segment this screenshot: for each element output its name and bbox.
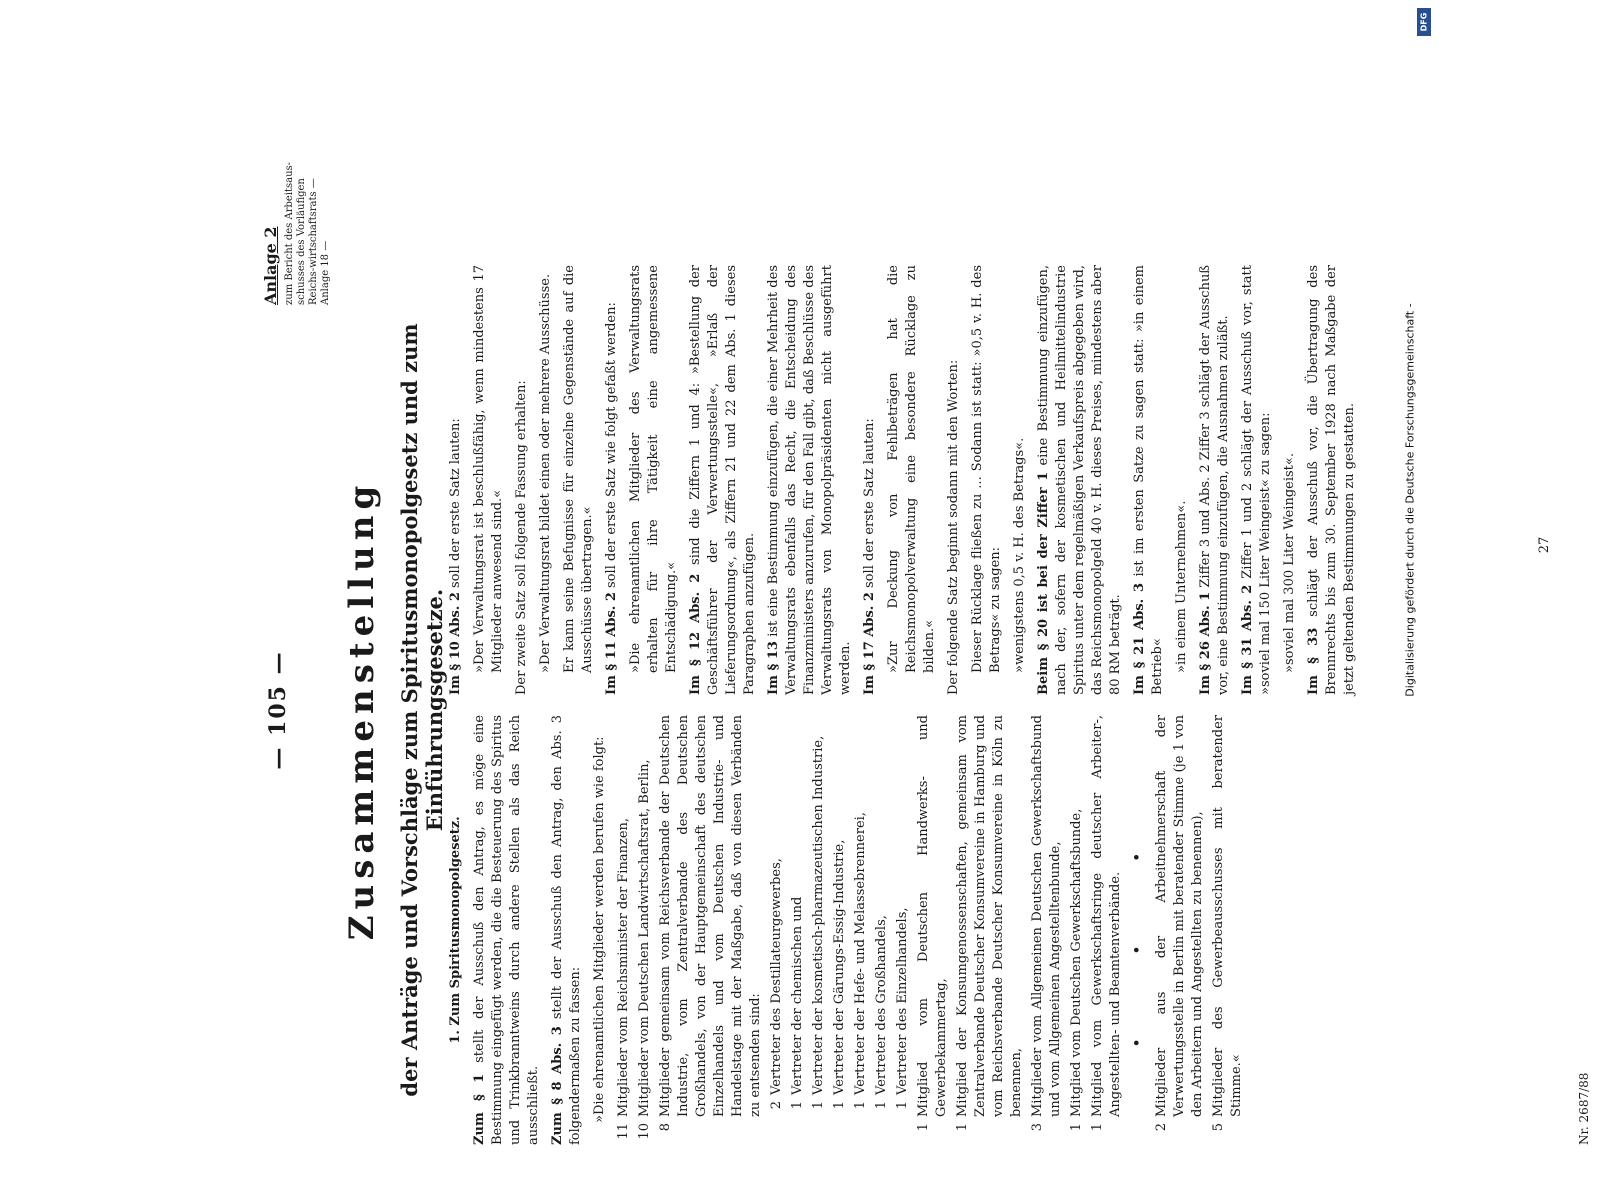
left-column <box>447 715 1249 1145</box>
quote-text: »wenigstens 0,5 v. H. des Betrags«. <box>1012 437 1027 673</box>
anlage-note <box>261 155 332 305</box>
item-text: Mitglieder vom Deutschen Landwirtschaftsrat, Berlin, <box>637 759 652 1117</box>
page-header: — 105 — <box>265 650 291 770</box>
quote-text: »Der Verwaltungsrat bildet einen oder mehrere Ausschüsse. <box>538 273 553 673</box>
paragraph-lead: Im § 11 Abs. 2 <box>604 592 619 695</box>
quote-text: »in einem Unternehmen«. <box>1174 500 1189 673</box>
item-text: Vertreter der Gärungs-Essig-Industrie, <box>832 839 847 1095</box>
paragraph-section-21 <box>1131 265 1167 695</box>
paragraph-section-20 <box>1035 265 1125 695</box>
ellipsis-dots: • • • <box>1130 813 1145 1047</box>
paragraph-lead: Im § 10 Abs. 2 <box>448 592 463 695</box>
paragraph-lead: Zum § 1 <box>472 1073 487 1145</box>
item-text: Mitglieder aus der Arbeitnehmerschaft der Verwertungsstelle in Berlin mit beratender Stimme (je 1 von den Arbeitern und Angestellten zu benennen), <box>1154 715 1205 1117</box>
list-item <box>789 715 807 1145</box>
item-count: 1 <box>811 1101 826 1110</box>
item-count: 3 <box>1030 1123 1045 1132</box>
list-item <box>915 715 951 1145</box>
dfg-logo-text: DFG <box>1419 12 1429 32</box>
funding-credit <box>1386 0 1434 1000</box>
paragraph-lead: Im § 26 Abs. 1 <box>1198 591 1213 695</box>
item-text: Mitglieder vom Allgemeinen Deutschen Gewerkschaftsbund und vom Allgemeinen Angestelltenbunde, <box>1030 715 1063 1117</box>
paragraph-section-31 <box>1239 265 1275 695</box>
paragraph-section-26 <box>1197 265 1233 695</box>
list-item <box>1153 715 1207 1145</box>
paragraph-lead: Im § 13 <box>766 641 781 695</box>
item-count: 1 <box>895 1101 910 1110</box>
list-item <box>831 715 849 1145</box>
list-item <box>1089 715 1125 1145</box>
paragraph-text: sind die Ziffern 1 und 4: »Bestellung der Geschäftsführer der Verwertungsstelle«, »Erlaß der Lieferungsordnung«, als Ziffern 21 und 22 dem Abs. 1 dieses Paragraphen anzufügen. <box>688 264 757 695</box>
list-item <box>1068 715 1086 1145</box>
paragraph-lead: Im § 33 <box>1306 627 1321 695</box>
paragraph-text: Ziffer 3 und Abs. 2 Ziffer 3 schlägt der Ausschuß vor, eine Bestimmung einzufügen, die Ausnahmen zuläßt. <box>1198 265 1231 695</box>
paragraph-section-17 <box>861 265 879 695</box>
list-item <box>873 715 891 1145</box>
list-item <box>636 715 654 1145</box>
item-text: Vertreter der chemischen und <box>790 896 805 1095</box>
paragraph-lead: Beim § 20 ist bei der Ziffer 1 <box>1036 471 1051 695</box>
anlage-title: Anlage 2 <box>261 226 280 305</box>
paragraph-section-1 <box>471 715 543 1145</box>
right-column <box>447 265 1365 695</box>
item-count: 10 <box>637 1123 652 1140</box>
quote-text: »Zur Deckung von Fehlbeträgen hat die Reichsmonopolverwaltung eine besondere Rücklage zu bilden.« <box>886 265 937 673</box>
item-count: 1 <box>916 1123 931 1132</box>
anlage-subtitle: zum Bericht des Arbeitsaus-schusses des Vorläufigen Reichs-wirtschaftsrats — Anlage 18 — <box>284 161 331 305</box>
list-item <box>810 715 828 1145</box>
item-count: 8 <box>658 1123 673 1132</box>
list-item <box>768 715 786 1145</box>
list-item <box>954 715 1026 1145</box>
item-text: Mitglied vom Deutschen Gewerkschaftsbunde, <box>1069 808 1084 1117</box>
paragraph-lead: Im § 12 Abs. 2 <box>688 573 703 695</box>
paragraph-section-12 <box>687 265 759 695</box>
paragraph-section-8 <box>549 715 585 1145</box>
paragraph-lead: Im § 21 Abs. 3 <box>1132 582 1147 695</box>
paragraph-lead: Zum § 8 Abs. 3 <box>550 1026 565 1145</box>
member-list-continued <box>1153 715 1246 1145</box>
list-item <box>1029 715 1065 1145</box>
item-text: Vertreter der kosmetisch-pharmazeutischen Industrie, <box>811 735 826 1095</box>
paragraph-section-13 <box>765 265 855 695</box>
paragraph-text: soll der erste Satz lauten: <box>862 418 877 588</box>
paragraph-text: soll der erste Satz lauten: <box>448 418 463 588</box>
funding-credit-text: Digitalisierung gefördert durch die Deutsche Forschungsgemeinschaft - <box>1403 303 1417 697</box>
item-text: Vertreter des Einzelhandels, <box>895 907 910 1095</box>
list-item <box>1210 715 1246 1145</box>
item-count: 11 <box>616 1123 631 1140</box>
item-text: Mitglied vom Gewerkschaftsringe deutscher Arbeiter-, Angestellten- und Beamtenverbände. <box>1090 715 1123 1117</box>
page-number: 27 <box>1537 536 1552 554</box>
member-list <box>615 715 1125 1145</box>
item-text: Mitglieder des Gewerbeausschusses mit beratender Stimme.« <box>1211 715 1244 1117</box>
item-count: 1 <box>832 1101 847 1110</box>
section-heading: 1. Zum Spiritusmonopolgesetz. <box>448 816 463 1044</box>
item-text: Vertreter des Großhandels, <box>874 915 889 1095</box>
item-count: 2 <box>1154 1123 1169 1132</box>
paragraph-lead: Im § 17 Abs. 2 <box>862 592 877 695</box>
paragraph-text: Der zweite Satz soll folgende Fassung erhalten: <box>514 380 529 695</box>
paragraph-text: stellt der Ausschuß den Antrag, den Abs. 3 folgendermaßen zu fassen: <box>550 715 583 1145</box>
paragraph-text: stellt der Ausschuß den Antrag, es möge eine Bestimmung eingefügt werden, die die Besteuerung des Spiritus und Trinkbranntweins durch andere Stellen als das Reich ausschließt. <box>472 714 541 1145</box>
paragraph-section-10 <box>447 265 465 695</box>
item-count: 1 <box>790 1101 805 1110</box>
paragraph-text: ist im ersten Satze zu sagen statt: »in einem Betrieb« <box>1132 265 1165 695</box>
quote-text: »soviel mal 300 Liter Weingeist«. <box>1282 453 1297 673</box>
item-text: Vertreter der Hefe- und Melassebrennerei, <box>853 812 868 1095</box>
item-count: 1 <box>853 1101 868 1110</box>
item-count: 1 <box>1069 1123 1084 1132</box>
list-item <box>852 715 870 1145</box>
paragraph-text: Der folgende Satz beginnt sodann mit den Worten: <box>946 359 961 695</box>
quote-text: Er kann seine Befugnisse für einzelne Gegenstände auf die Ausschüsse übertragen.« <box>562 265 595 673</box>
quote-text: »Die ehrenamtlichen Mitglieder werden berufen wie folgt: <box>592 736 607 1123</box>
paragraph-text: soll der erste Satz wie folgt gefaßt werden: <box>604 302 619 588</box>
item-count: 1 <box>955 1123 970 1132</box>
item-count: 2 <box>769 1101 784 1110</box>
paragraph-lead: Im § 31 Abs. 2 <box>1240 584 1255 695</box>
list-item <box>894 715 912 1145</box>
paragraph-text: ist eine Bestimmung einzufügen, die einer Mehrheit des Verwaltungsrats ebenfalls das Recht, die Entscheidung des Finanzministers anzurufen, für den Fall gibt, daß Beschlüsse des Verwaltungsrats von Monopolpräsidenten nicht ausgeführt werden. <box>766 265 853 695</box>
paragraph-section-11 <box>603 265 621 695</box>
list-item <box>615 715 633 1145</box>
paragraph-text: eine Bestimmung einzufügen, nach der, sofern der kosmetischen und Heilmittelindustrie Spiritus unter dem regelmäßigen Verkaufspreis abgegeben wird, das Reichsmonopolgeld 40 v. H. dieses Preises, mindestens aber 80 RM beträgt. <box>1036 265 1123 695</box>
document-subtitle: der Anträge und Vorschläge zum Spiritusmonopolgesetz und zum Einführungsgesetze. <box>397 323 447 1097</box>
paragraph-text: Ziffer 1 und 2 schlägt der Ausschuß vor, statt »soviel mal 150 Liter Weingeist« zu sagen: <box>1240 265 1273 695</box>
list-item <box>657 715 765 1145</box>
quote-text: Dieser Rücklage fließen zu ... Sodann ist statt: »0,5 v. H. des Betrags« zu sagen: <box>970 265 1003 673</box>
item-count: 5 <box>1211 1123 1226 1132</box>
dfg-logo <box>1417 8 1431 36</box>
paragraph-section-33 <box>1305 265 1359 695</box>
item-text: Mitglied der Konsumgenossenschaften, gemeinsam vom Zentralverbande Deutscher Konsumvereine in Hamburg und vom Reichsverbande Deutscher Konsumvereine in Köln zu benennen, <box>955 715 1024 1117</box>
item-count: 1 <box>874 1101 889 1110</box>
paragraph-text: schlägt der Ausschuß vor, die Übertragung des Brennrechts bis zum 30. September 1928 nach Maßgabe der jetzt geltenden Bestimmungen zu gestatten. <box>1306 265 1357 695</box>
print-number: Nr. 2687/88 <box>1577 1072 1591 1145</box>
item-count: 1 <box>1090 1123 1105 1132</box>
quote-text: »Die ehrenamtlichen Mitglieder des Verwaltungsrats erhalten für ihre Tätigkeit eine angemessene Entschädigung.« <box>628 265 679 673</box>
item-text: Mitglieder gemeinsam vom Reichsverbande der Deutschen Industrie, vom Zentralverbande des Deutschen Großhandels, von der Hauptgemeinschaft des deutschen Einzelhandels und vom Deutschen Industrie- und Handelstage mit der Maßgabe, daß von diesen Verbänden zu entsenden sind: <box>658 715 763 1117</box>
item-text: Mitglied vom Deutschen Handwerks- und Gewerbekammertag, <box>916 715 949 1117</box>
quote-text: »Der Verwaltungsrat ist beschlußfähig, wenn mindestens 17 Mitglieder anwesend sind.« <box>472 265 505 673</box>
item-text: Vertreter des Destillateurgewerbes, <box>769 858 784 1095</box>
document-title: Zusammenstellung <box>342 479 382 941</box>
item-text: Mitglieder vom Reichsminister der Finanzen, <box>616 817 631 1117</box>
